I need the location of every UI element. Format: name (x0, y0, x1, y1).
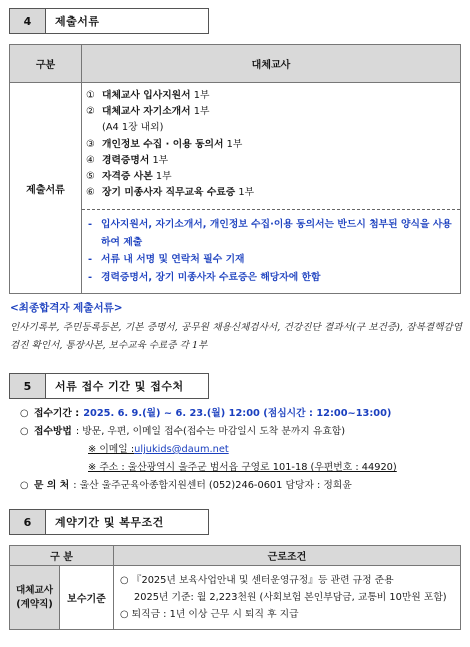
section-6-header (9, 509, 209, 535)
period-value: 2025. 6. 9.(월) ~ 6. 23.(월) 12:00 (점심시간 : 12:00~13:00) (83, 408, 392, 419)
list-item: ③ 개인정보 수집 · 이용 동의서 1부 (86, 138, 243, 150)
conditions-table (9, 545, 461, 630)
condition-line: ○ 『2025년 보육사업안내 및 센터운영규정』등 관련 규정 준용 (120, 575, 394, 586)
contact-value: : 울산 울주군육아종합지원센터 (052)246-0601 담당자 : 정희윤 (73, 480, 352, 491)
final-documents-title: <최종합격자 제출서류> (10, 302, 123, 314)
row-label-documents: 제출서류 (10, 83, 82, 294)
documents-cell (82, 83, 461, 294)
header-substitute-teacher: 대체교사 (82, 45, 461, 83)
table-row (10, 83, 461, 294)
row-sublabel-pay: 보수기준 (60, 566, 114, 630)
circle-bullet-icon: ○ (20, 480, 29, 491)
table-header-row (10, 45, 461, 83)
row-label-substitute: 대체교사 (계약직) (10, 566, 60, 630)
list-item: ② 대체교사 자기소개서 1부 (86, 106, 210, 118)
header-category: 구 분 (10, 546, 114, 566)
reception-info (20, 405, 460, 495)
section-title: 제출서류 (55, 15, 100, 28)
section-number: 4 (10, 9, 46, 33)
address-row (20, 459, 460, 477)
condition-line: 2025년 기준: 월 2,223천원 (사회보험 본인부담금, 교통비 10만원 포함) (134, 592, 447, 603)
circle-bullet-icon: ○ (20, 426, 29, 437)
table-row (10, 566, 461, 630)
list-item: ⑥ 장기 미종사자 직무교육 수료증 1부 (86, 187, 255, 199)
circle-bullet-icon: ○ (20, 408, 29, 419)
method-value: : 방문, 우편, 이메일 접수(접수는 마감일시 도착 분까지 유효함) (75, 426, 346, 437)
list-item: ① 대체교사 입사지원서 1부 (86, 90, 210, 101)
email-prefix: ※ 이메일 : (88, 444, 135, 455)
final-documents-body: 인사기록부, 주민등록등본, 기본 증명서, 공무원 채용신체검사서, 건강진단 결과서(구 보건증), 잠복결핵감염 검진 확인서, 통장사본, 보수교육 수료증 각 1부 (10, 322, 462, 351)
method-row (20, 423, 460, 441)
list-item: ④ 경력증명서 1부 (86, 154, 169, 166)
method-label: 접수방법 (34, 426, 72, 437)
email-link[interactable]: uljukids@daum.net (134, 444, 229, 455)
conditions-cell (114, 566, 461, 630)
note-item: - 서류 내 서명 및 연락처 필수 기재 (88, 254, 245, 266)
contact-row (20, 477, 460, 495)
list-item: ⑤ 자격증 사본 1부 (86, 171, 172, 183)
period-label: 접수기간 : (34, 408, 80, 419)
condition-line: ○ 퇴직금 : 1년 이상 근무 시 퇴직 후 지급 (120, 609, 299, 620)
notes-list (86, 210, 456, 293)
section-number: 6 (10, 510, 46, 534)
address-text: ※ 주소 : 울산광역시 울주군 범서읍 구영로 101-18 (우편번호 : 44920) (88, 462, 397, 473)
documents-table (9, 44, 461, 294)
document-list (86, 83, 456, 209)
header-category: 구분 (10, 45, 82, 83)
table-header-row (10, 546, 461, 566)
header-conditions: 근로조건 (114, 546, 461, 566)
note-item: - 경력증명서, 장기 미종사자 수료증은 해당자에 한함 (88, 271, 321, 283)
list-item-sub: (A4 1장 내외) (102, 122, 164, 134)
email-row (20, 441, 460, 459)
section-title: 계약기간 및 복무조건 (55, 516, 164, 529)
contact-label: 문 의 처 (34, 480, 70, 491)
period-row (20, 405, 460, 423)
note-item: - 입사지원서, 자기소개서, 개인정보 수집·이용 동의서는 반드시 첨부된 양식을 사용하여 제출 (88, 219, 452, 248)
section-4-header (9, 8, 209, 34)
section-5-header (9, 373, 209, 399)
section-title: 서류 접수 기간 및 접수처 (55, 380, 184, 393)
section-number: 5 (10, 374, 46, 398)
